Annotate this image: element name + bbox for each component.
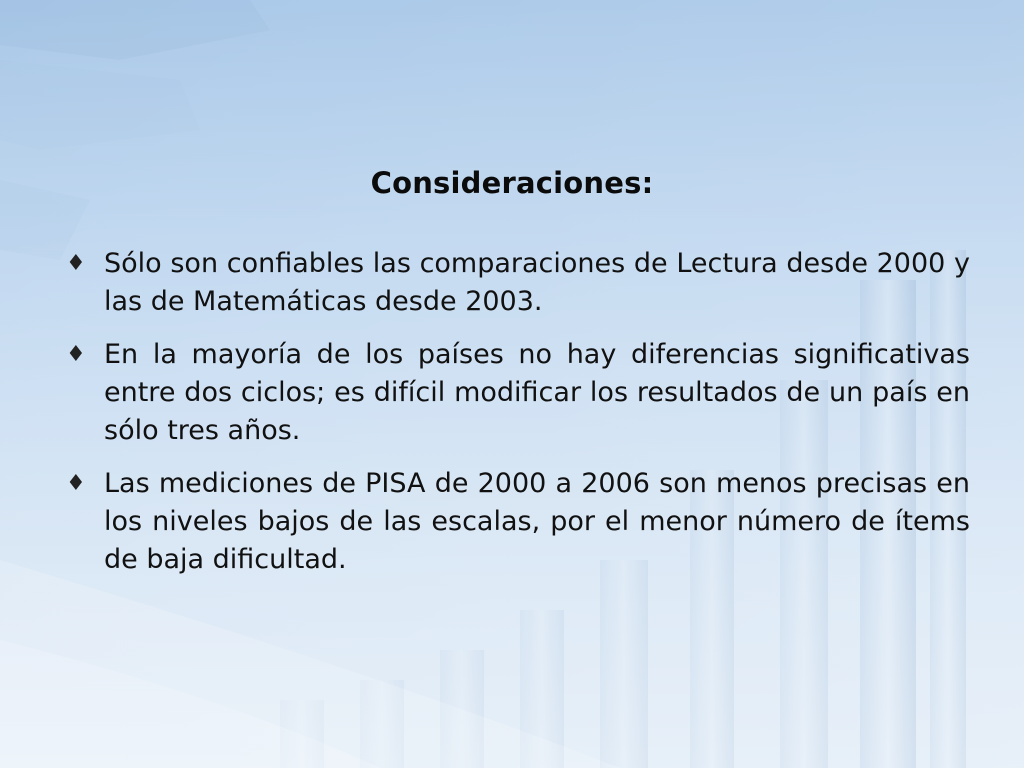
diamond-bullet-icon: ♦ bbox=[66, 471, 86, 496]
diamond-bullet-icon: ♦ bbox=[66, 342, 86, 367]
bullet-list bbox=[66, 245, 970, 594]
diamond-bullet-icon: ♦ bbox=[66, 251, 86, 276]
bullet-item bbox=[66, 336, 970, 450]
bullet-text: Las mediciones de PISA de 2000 a 2006 son menos precisas en los niveles bajos de las escalas, por el menor número de ítems de baja dificultad. bbox=[104, 468, 970, 575]
bullet-item bbox=[66, 465, 970, 579]
bullet-text: En la mayoría de los países no hay diferencias significativas entre dos ciclos; es difícil modificar los resultados de un país en sólo tres años. bbox=[104, 339, 970, 446]
bullet-item bbox=[66, 245, 970, 321]
bullet-text: Sólo son confiables las comparaciones de Lectura desde 2000 y las de Matemáticas desde 2003. bbox=[104, 248, 970, 317]
slide-title: Consideraciones: bbox=[370, 166, 654, 200]
